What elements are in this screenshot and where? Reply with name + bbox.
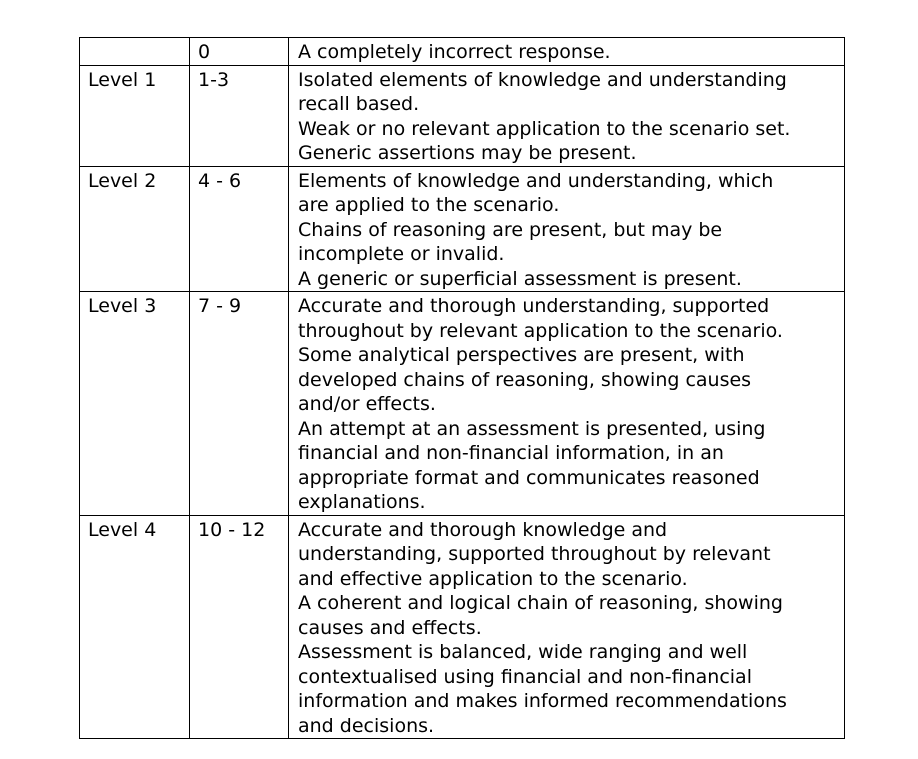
descriptor-line: Some analytical perspectives are present, with [298,344,745,366]
table-row [80,292,845,516]
descriptor-line: recall based. [298,93,420,115]
marks-cell: 10 - 12 [190,515,289,739]
marks-cell: 4 - 6 [190,166,289,292]
descriptor-line: explanations. [298,491,426,513]
descriptor-line: and decisions. [298,714,435,737]
descriptor-line: Accurate and thorough understanding, supported [298,295,770,317]
descriptor-line: Elements of knowledge and understanding, which [298,169,774,192]
descriptor-line: throughout by relevant application to the scenario. [298,319,783,342]
descriptor-cell [289,166,845,292]
marks-cell: 7 - 9 [190,292,289,516]
descriptor-line: Assessment is balanced, wide ranging and well [298,641,748,663]
descriptor-line: contextualised using financial and non-financial [298,665,752,688]
descriptor-line: Generic assertions may be present. [298,142,637,164]
table-row [80,515,845,739]
descriptor-line: understanding, supported throughout by relevant [298,543,771,565]
descriptor-line: financial and non-financial information, in an [298,442,724,464]
level-cell [80,38,190,66]
descriptor-line: incomplete or invalid. [298,243,505,265]
descriptor-line: and/or effects. [298,393,436,415]
table-row [80,65,845,166]
table-row [80,166,845,292]
descriptor-line: and effective application to the scenario. [298,567,688,590]
descriptor-line: Isolated elements of knowledge and understanding [298,68,787,91]
table-row [80,38,845,66]
descriptor-line: developed chains of reasoning, showing causes [298,368,752,391]
descriptor-line: causes and effects. [298,616,482,639]
descriptor-line: information and makes informed recommendations [298,690,787,712]
descriptor-line: Chains of reasoning are present, but may be [298,218,723,241]
descriptor-cell [289,65,845,166]
descriptor-cell [289,38,845,66]
level-cell: Level 2 [80,166,190,292]
descriptor-line: Weak or no relevant application to the scenario set. [298,117,791,140]
descriptor-line: A completely incorrect response. [298,41,611,63]
descriptor-line: A coherent and logical chain of reasoning, showing [298,592,783,614]
marks-cell: 1-3 [190,65,289,166]
descriptor-line: Accurate and thorough knowledge and [298,518,668,541]
level-cell: Level 3 [80,292,190,516]
marking-rubric-table [79,37,845,739]
level-cell: Level 1 [80,65,190,166]
descriptor-line: A generic or superficial assessment is present. [298,267,742,290]
descriptor-line: An attempt at an assessment is presented, using [298,417,766,440]
marks-cell: 0 [190,38,289,66]
level-cell: Level 4 [80,515,190,739]
descriptor-line: are applied to the scenario. [298,194,560,216]
descriptor-line: appropriate format and communicates reasoned [298,466,760,489]
descriptor-cell [289,515,845,739]
descriptor-cell [289,292,845,516]
